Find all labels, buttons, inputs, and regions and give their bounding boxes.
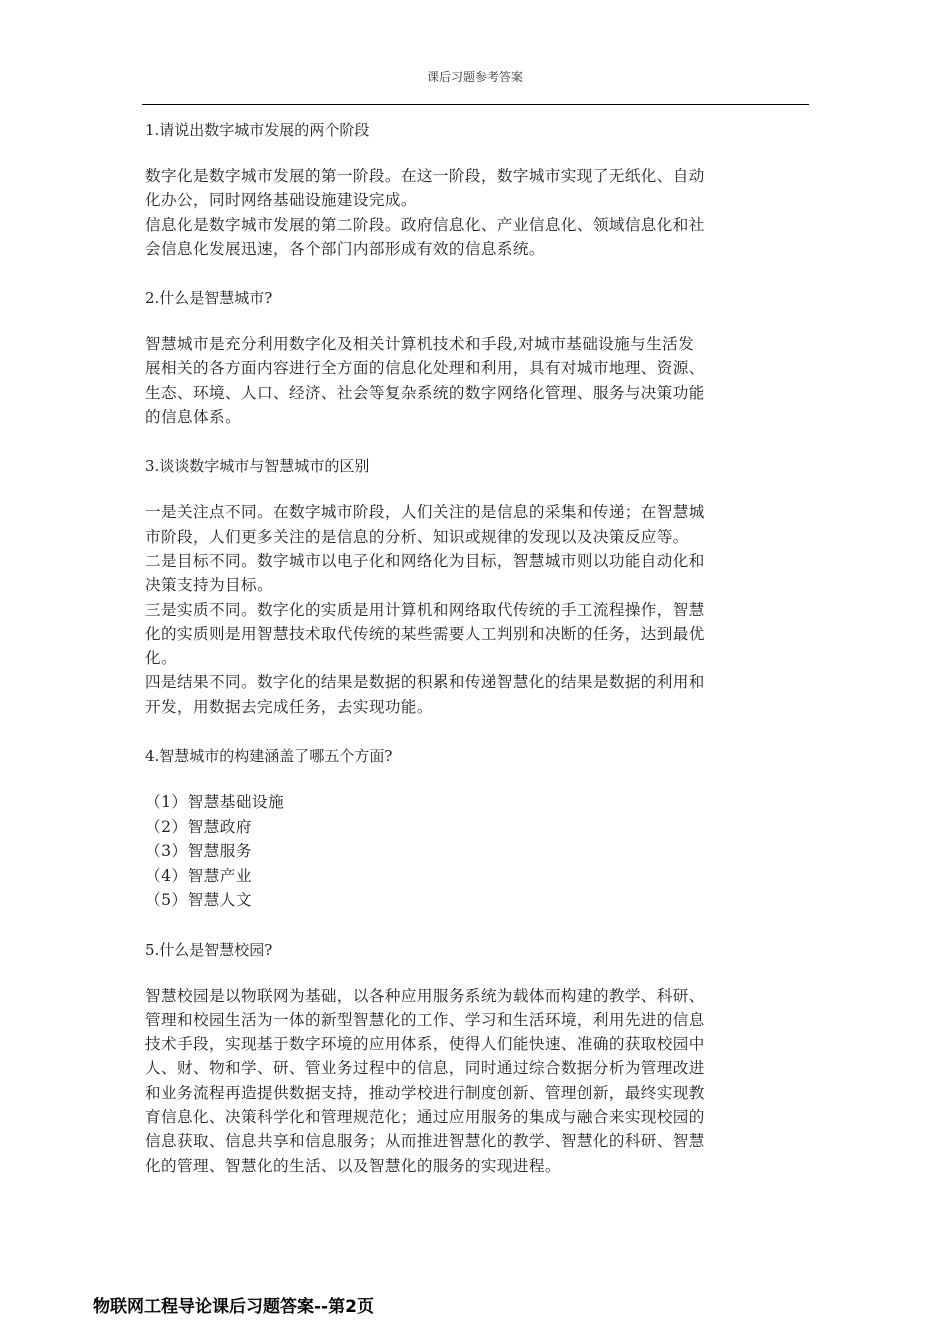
answer-line: 和业务流程再造提供数据支持，推动学校进行制度创新、管理创新，最终实现教 (145, 1083, 705, 1102)
document-body (145, 118, 809, 1178)
answer-line: 四是结果不同。数字化的结果是数据的积累和传递智慧化的结果是数据的利用和 (145, 673, 705, 692)
answer-line: 市阶段，人们更多关注的是信息的分析、知识或规律的发现以及决策反应等。 (145, 527, 689, 546)
question-title: 1.请说出数字城市发展的两个阶段 (145, 121, 370, 139)
question-3 (145, 454, 809, 719)
question-5 (145, 938, 809, 1178)
answer-line: 管理和校园生活为一体的新型智慧化的工作、学习和生活环境，利用先进的信息 (145, 1010, 705, 1029)
answer-line: 化的管理、智慧化的生活、以及智慧化的服务的实现进程。 (145, 1156, 561, 1175)
header-divider (142, 104, 809, 105)
answer-line: 决策支持为目标。 (145, 576, 273, 595)
running-header: 课后习题参考答案 (426, 70, 523, 84)
page-footer: 物联网工程导论课后习题答案--第2页 (93, 1297, 374, 1317)
aspect-list (145, 790, 809, 913)
question-2 (145, 286, 809, 429)
answer-line: 人、财、物和学、研、管业务过程中的信息，同时通过综合数据分析为管理改进 (145, 1059, 705, 1078)
answer-line: 育信息化、决策科学化和管理规范化；通过应用服务的集成与融合来实现校园的 (145, 1108, 705, 1127)
question-4 (145, 744, 809, 913)
list-item: （4）智慧产业 (145, 866, 252, 885)
answer-line: 的信息体系。 (145, 408, 241, 427)
list-item: （2）智慧政府 (145, 817, 252, 836)
question-title: 3.谈谈数字城市与智慧城市的区别 (145, 457, 370, 476)
answer-line: 化的实质则是用智慧技术取代传统的某些需要人工判别和决断的任务，达到最优 (145, 624, 705, 643)
answer-line: 会信息化发展迅速，各个部门内部形成有效的信息系统。 (145, 239, 545, 258)
answer-line: 智慧城市是充分利用数字化及相关计算机技术和手段,对城市基础设施与生活发 (145, 335, 695, 354)
answer-line: 二是目标不同。数字城市以电子化和网络化为目标，智慧城市则以功能自动化和 (145, 551, 705, 570)
answer-line: 一是关注点不同。在数字城市阶段，人们关注的是信息的采集和传递；在智慧城 (145, 503, 705, 522)
question-title: 2.什么是智慧城市? (145, 289, 273, 308)
list-item: （3）智慧服务 (145, 842, 252, 861)
answer-line: 信息获取、信息共享和信息服务；从而推进智慧化的教学、智慧化的科研、智慧 (145, 1132, 705, 1151)
question-title: 4.智慧城市的构建涵盖了哪五个方面? (145, 747, 393, 766)
list-item: （1）智慧基础设施 (145, 793, 285, 812)
answer-line: 信息化是数字城市发展的第二阶段。政府信息化、产业信息化、领域信息化和社 (145, 215, 705, 234)
answer-line: 开发，用数据去完成任务，去实现功能。 (145, 697, 433, 716)
answer-line: 智慧校园是以物联网为基础，以各种应用服务系统为载体而构建的教学、科研、 (145, 986, 705, 1005)
question-title: 5.什么是智慧校园? (145, 940, 273, 959)
answer-line: 化办公，同时网络基础设施建设完成。 (145, 191, 417, 210)
answer-line: 技术手段，实现基于数字环境的应用体系，使得人们能快速、准确的获取校园中 (145, 1035, 705, 1054)
answer-line: 三是实质不同。数字化的实质是用计算机和网络取代传统的手工流程操作，智慧 (145, 600, 705, 619)
answer-line: 展相关的各方面内容进行全方面的信息化处理和利用，具有对城市地理、资源、 (145, 359, 705, 378)
list-item: （5）智慧人文 (145, 891, 252, 910)
question-1 (145, 118, 809, 261)
answer-line: 数字化是数字城市发展的第一阶段。在这一阶段，数字城市实现了无纸化、自动 (145, 167, 705, 185)
answer-line: 化。 (145, 649, 177, 668)
answer-line: 生态、环境、人口、经济、社会等复杂系统的数字网络化管理、服务与决策功能 (145, 383, 705, 402)
